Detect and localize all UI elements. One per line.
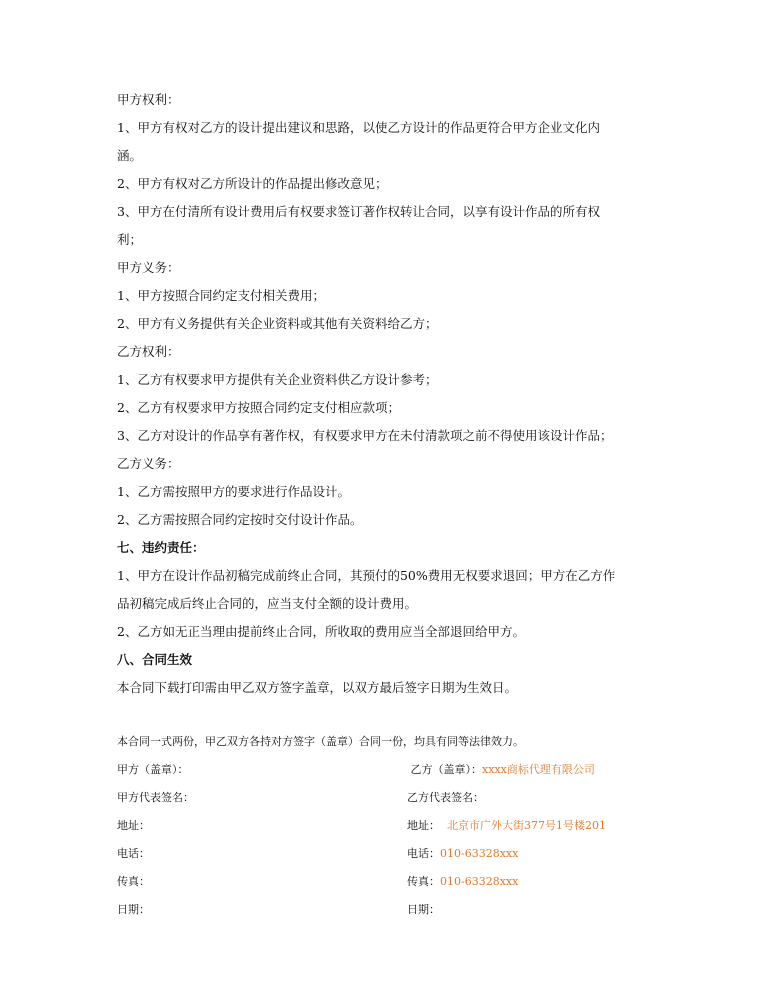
address-row	[117, 812, 677, 840]
contract-body	[117, 86, 657, 702]
clause-b-duty-2: 2、乙方需按照合同约定按时交付设计作品。	[117, 512, 363, 527]
party-b-seal-label: 乙方（盖章）：	[410, 763, 482, 776]
party-b-address-value: 北京市广外大街377号1号楼201	[447, 819, 606, 832]
clause-heading-b-duties: 乙方义务：	[117, 456, 180, 471]
clause-heading-a-duties: 甲方义务：	[117, 260, 180, 275]
clause-b-right-2: 2、乙方有权要求甲方按照合同约定支付相应款项；	[117, 400, 400, 415]
clause-b-right-1: 1、乙方有权要求甲方提供有关企业资料供乙方设计参考；	[117, 372, 438, 387]
party-a-fax: 传真：	[117, 875, 150, 888]
fax-row	[117, 868, 677, 896]
clause-a-right-3-line1: 3、甲方在付清所有设计费用后有权要求签订著作权转让合同，以享有设计作品的所有权	[117, 204, 600, 219]
party-b-date: 日期：	[407, 903, 440, 916]
rep-row	[117, 784, 677, 812]
clause-heading-a-rights: 甲方权利：	[117, 92, 180, 107]
party-a-date: 日期：	[117, 903, 150, 916]
clause-effect: 本合同下载打印需由甲乙双方签字盖章，以双方最后签字日期为生效日。	[117, 680, 518, 695]
party-b-fax	[407, 868, 518, 896]
party-a-address: 地址：	[117, 819, 150, 832]
section-heading-breach: 七、违约责任：	[117, 540, 205, 555]
clause-breach-1-line2: 品初稿完成后终止合同的，应当支付全额的设计费用。	[117, 596, 418, 611]
clause-breach-2: 2、乙方如无正当理由提前终止合同，所收取的费用应当全部退回给甲方。	[117, 624, 525, 639]
clause-a-duty-2: 2、甲方有义务提供有关企业资料或其他有关资料给乙方；	[117, 316, 438, 331]
party-b-rep: 乙方代表签名：	[407, 791, 484, 804]
signature-block	[117, 728, 677, 924]
clause-breach-1-line1: 1、甲方在设计作品初稿完成前终止合同，其预付的50%费用无权要求退回；甲方在乙方作	[117, 568, 616, 583]
seal-row	[117, 756, 677, 784]
party-b-phone	[407, 840, 518, 868]
party-a-rep: 甲方代表签名：	[117, 791, 194, 804]
party-b-address-label: 地址：	[407, 819, 440, 832]
party-a-seal: 甲方（盖章）：	[117, 763, 189, 776]
party-b-seal-value: xxxx商标代理有限公司	[482, 763, 595, 776]
party-b-address	[407, 812, 606, 840]
clause-b-right-3: 3、乙方对设计的作品享有著作权，有权要求甲方在未付清款项之前不得使用该设计作品；	[117, 428, 613, 443]
party-b-phone-label: 电话：	[407, 847, 440, 860]
clause-heading-b-rights: 乙方权利：	[117, 344, 180, 359]
clause-b-duty-1: 1、乙方需按照甲方的要求进行作品设计。	[117, 484, 350, 499]
party-b-fax-label: 传真：	[407, 875, 440, 888]
copies-note: 本合同一式两份，甲乙双方各持对方签字（盖章）合同一份，均具有同等法律效力。	[117, 735, 524, 748]
party-b-phone-value: 010-63328xxx	[440, 847, 519, 860]
clause-a-right-1-line2: 涵。	[117, 148, 143, 163]
party-b-fax-value: 010-63328xxx	[440, 875, 519, 888]
clause-a-duty-1: 1、甲方按照合同约定支付相关费用；	[117, 288, 325, 303]
clause-a-right-3-line2: 利；	[117, 232, 143, 247]
clause-a-right-2: 2、甲方有权对乙方所设计的作品提出修改意见；	[117, 176, 388, 191]
date-row	[117, 896, 677, 924]
phone-row	[117, 840, 677, 868]
section-heading-effect: 八、合同生效	[117, 652, 193, 667]
party-b-seal	[407, 756, 595, 784]
clause-a-right-1-line1: 1、甲方有权对乙方的设计提出建议和思路，以使乙方设计的作品更符合甲方企业文化内	[117, 120, 600, 135]
party-a-phone: 电话：	[117, 847, 150, 860]
